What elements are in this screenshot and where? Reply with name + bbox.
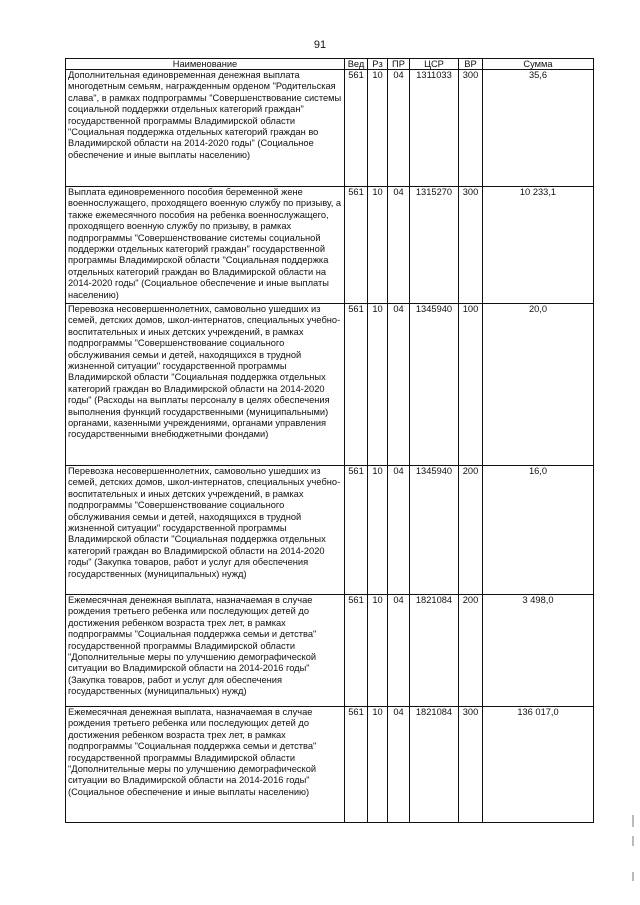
row-name: Выплата единовременного пособия беременной жене военнослужащего, проходящего военную службу по призыву, а также ежемесячного пособия на ребенка военнослужащего, проходящего военную службу по призыву, в рамках подпрограммы "Совершенствование системы социальной поддержки отдельных категорий граждан" государственной программы Владимирской области "Социальная поддержка отдельных категорий граждан во Владимирской области на 2014-2020 годы" (Социальное обеспечение и иные выплаты населению) xyxy=(66,187,345,304)
header-vr: ВР xyxy=(459,59,483,70)
row-csr: 1345940 xyxy=(410,466,459,595)
row-rz: 10 xyxy=(368,187,388,304)
row-name: Перевозка несовершеннолетних, самовольно ушедших из семей, детских домов, школ-интернатов, специальных учебно-воспитательных и иных детских учреждений, в рамках подпрограммы "Совершенствование социального обслуживания семьи и детей, находящихся в трудной жизненной ситуации" государственной программы Владимирской области "Социальная поддержка отдельных категорий граждан во Владимирской области на 2014-2020 годы" (Расходы на выплаты персоналу в целях обеспечения выполнения функций государственными (муниципальными) органами, казенными учреждениями, органами управления государственными внебюджетными фондами) xyxy=(66,304,345,466)
table-row xyxy=(66,187,594,304)
row-pr: 04 xyxy=(388,466,410,595)
row-csr: 1311033 xyxy=(410,70,459,187)
row-sum: 136 017,0 xyxy=(483,707,594,823)
header-rz: Рз xyxy=(368,59,388,70)
row-sum: 10 233,1 xyxy=(483,187,594,304)
row-csr: 1821084 xyxy=(410,595,459,707)
header-ved: Вед xyxy=(345,59,368,70)
row-name: Ежемесячная денежная выплата, назначаемая в случае рождения третьего ребенка или последующих детей до достижения ребенком возраста трех лет, в рамках подпрограммы "Социальная поддержка семьи и детства" государственной программы Владимирской области "Дополнительные меры по улучшению демографической ситуации во Владимирской области на 2014-2016 годы" (Закупка товаров, работ и услуг для обеспечения государственных (муниципальных) нужд) xyxy=(66,595,345,707)
row-rz: 10 xyxy=(368,304,388,466)
header-csr: ЦСР xyxy=(410,59,459,70)
row-vr: 300 xyxy=(459,187,483,304)
row-ved: 561 xyxy=(345,187,368,304)
table-row xyxy=(66,707,594,823)
row-csr: 1821084 xyxy=(410,707,459,823)
row-pr: 04 xyxy=(388,595,410,707)
row-ved: 561 xyxy=(345,304,368,466)
row-name: Ежемесячная денежная выплата, назначаемая в случае рождения третьего ребенка или последующих детей до достижения ребенком возраста трех лет, в рамках подпрограммы "Социальная поддержка семьи и детства" государственной программы Владимирской области "Дополнительные меры по улучшению демографической ситуации во Владимирской области на 2014-2016 годы" (Социальное обеспечение и иные выплаты населению) xyxy=(66,707,345,823)
row-csr: 1345940 xyxy=(410,304,459,466)
row-sum: 35,6 xyxy=(483,70,594,187)
row-pr: 04 xyxy=(388,187,410,304)
scan-edge-mark xyxy=(632,872,634,881)
row-sum: 3 498,0 xyxy=(483,595,594,707)
table-row xyxy=(66,304,594,466)
header-pr: ПР xyxy=(388,59,410,70)
scan-edge-mark xyxy=(632,815,634,827)
scan-edge-mark xyxy=(632,836,634,846)
row-rz: 10 xyxy=(368,707,388,823)
row-name: Перевозка несовершеннолетних, самовольно ушедших из семей, детских домов, школ-интернатов, специальных учебно-воспитательных и иных детских учреждений, в рамках подпрограммы "Совершенствование социального обслуживания семьи и детей, находящихся в трудной жизненной ситуации" государственной программы Владимирской области "Социальная поддержка отдельных категорий граждан во Владимирской области на 2014-2020 годы" (Закупка товаров, работ и услуг для обеспечения государственных (муниципальных) нужд) xyxy=(66,466,345,595)
budget-table xyxy=(65,58,594,823)
row-vr: 200 xyxy=(459,466,483,595)
row-ved: 561 xyxy=(345,70,368,187)
row-vr: 300 xyxy=(459,70,483,187)
row-ved: 561 xyxy=(345,595,368,707)
row-rz: 10 xyxy=(368,595,388,707)
row-vr: 300 xyxy=(459,707,483,823)
header-sum: Сумма xyxy=(483,59,594,70)
row-ved: 561 xyxy=(345,466,368,595)
row-vr: 200 xyxy=(459,595,483,707)
row-name: Дополнительная единовременная денежная выплата многодетным семьям, награжденным орденом "Родительская слава", в рамках подпрограммы "Совершенствование системы социальной поддержки отдельных категорий граждан" государственной программы Владимирской области "Социальная поддержка отдельных категорий граждан во Владимирской области на 2014-2020 годы" (Социальное обеспечение и иные выплаты населению) xyxy=(66,70,345,187)
row-pr: 04 xyxy=(388,70,410,187)
table-row xyxy=(66,595,594,707)
row-ved: 561 xyxy=(345,707,368,823)
page-number: 91 xyxy=(313,39,327,51)
row-sum: 20,0 xyxy=(483,304,594,466)
header-name: Наименование xyxy=(66,59,345,70)
table-row xyxy=(66,466,594,595)
table-row xyxy=(66,70,594,187)
table-header-row xyxy=(66,59,594,70)
row-pr: 04 xyxy=(388,304,410,466)
row-rz: 10 xyxy=(368,70,388,187)
row-vr: 100 xyxy=(459,304,483,466)
row-csr: 1315270 xyxy=(410,187,459,304)
row-pr: 04 xyxy=(388,707,410,823)
row-sum: 16,0 xyxy=(483,466,594,595)
row-rz: 10 xyxy=(368,466,388,595)
